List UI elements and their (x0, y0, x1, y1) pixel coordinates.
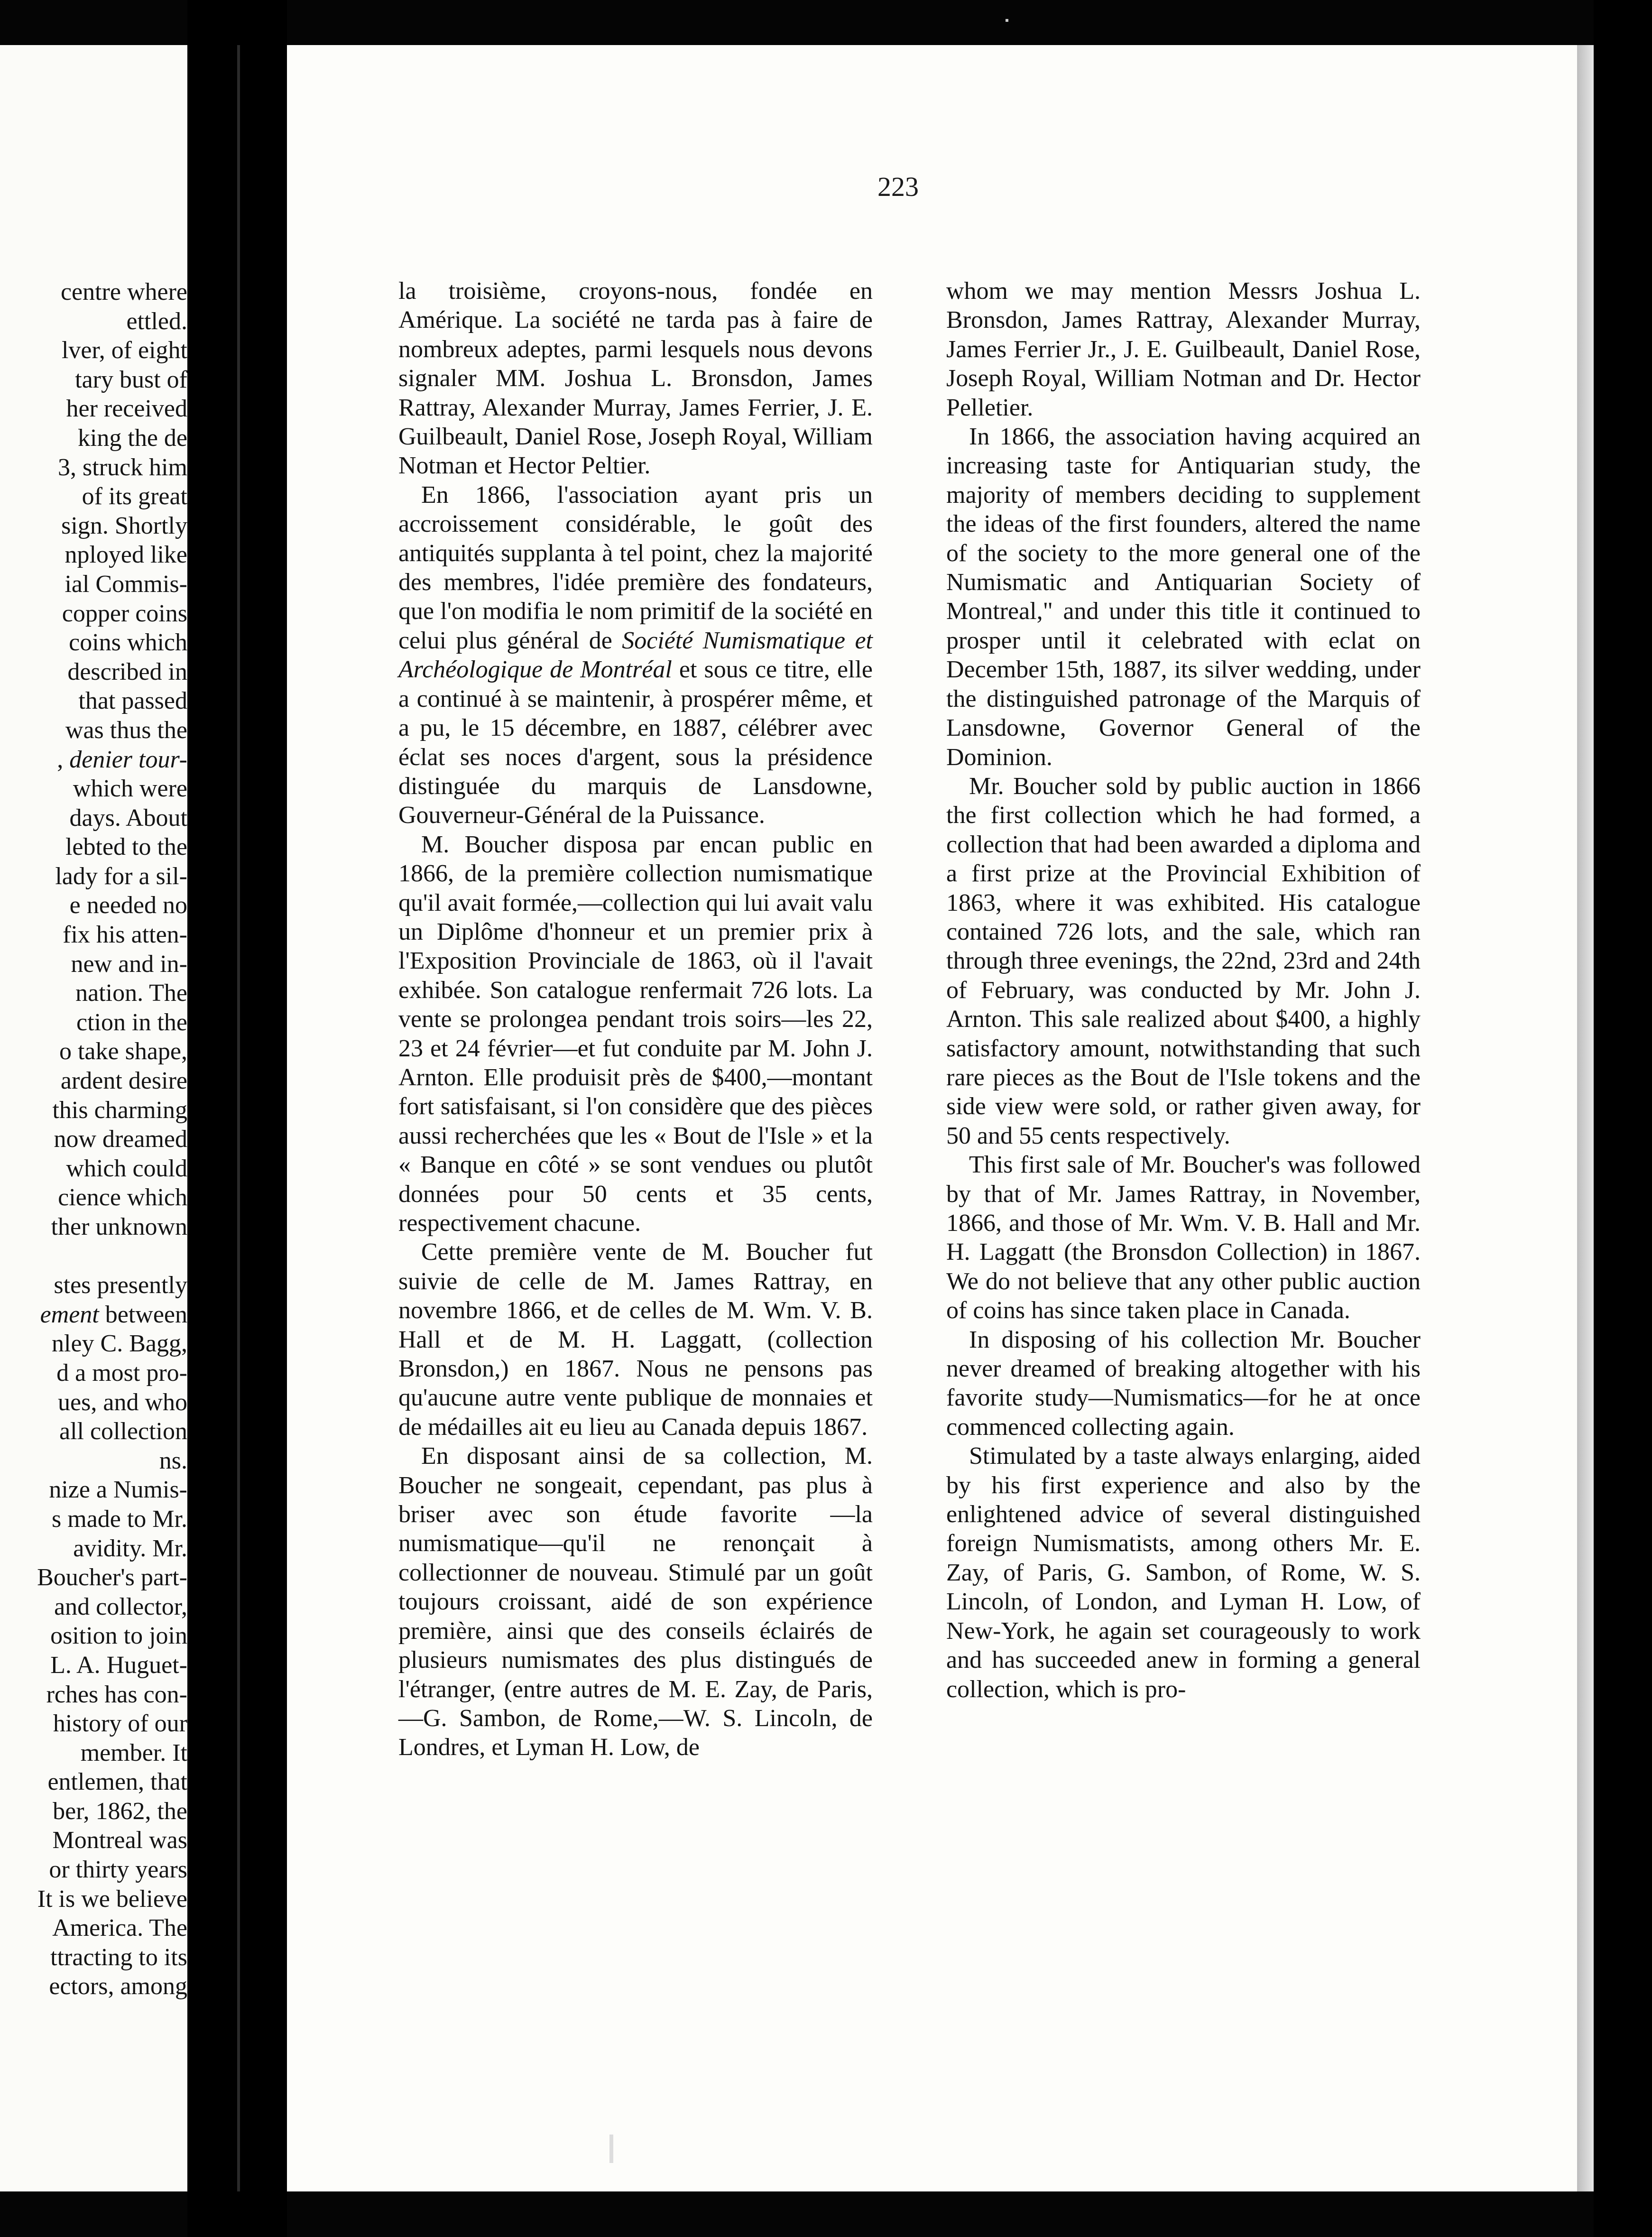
left-fragment-line: ction in the (76, 1008, 187, 1036)
left-fragment-line: lady for a sil- (55, 862, 187, 890)
french-paragraph-2-text-b: et sous ce titre, elle a continué à se maintenir, à prospérer même, et a pu, le 15 décembre, en 1887, célébrer avec éclat ses noces d'argent, sous la présidence distinguée du marquis de Lansdowne, Gouverneur-Général de la Puissance. (398, 656, 873, 829)
left-fragment-line: centre where (60, 278, 187, 305)
left-fragment-line: was thus the (65, 716, 187, 744)
english-paragraph-4: This first sale of Mr. Boucher's was followed by that of Mr. James Rattray, in November, 1866, and those of Mr. Wm. V. B. Hall and Mr. H. Laggatt (the Bronsdon Collection) in 1867. We do not believe that any other public auction of coins has since taken place in Canada. (946, 1151, 1421, 1324)
english-paragraph-2: In 1866, the association having acquired an increasing taste for Antiquarian study, the majority of members deciding to supplement the ideas of the first founders, altered the name of the society to the more general one of the Numismatic and Antiquarian Society of Montreal," and under this title it continued to prosper until it celebrated with eclat on December 15th, 1887, its silver wedding, under the distinguished patronage of the Marquis of Lansdowne, Governor General of the Dominion. (946, 423, 1421, 771)
left-fragment-line: lver, of eight (61, 337, 187, 364)
left-fragment-line: rches has con- (46, 1681, 187, 1708)
left-fragment-line: now dreamed (54, 1126, 187, 1153)
left-fragment-line: ber, 1862, the (53, 1797, 187, 1825)
scan-speck (1006, 19, 1008, 22)
left-fragment-line: ement between (40, 1301, 187, 1328)
left-fragment-line: ues, and who (58, 1388, 187, 1416)
left-fragment-line: , denier tour- (57, 746, 187, 773)
gutter-edge (237, 45, 240, 2191)
scan-speck (609, 2135, 613, 2163)
left-fragment-line: entlemen, that (47, 1768, 187, 1796)
left-fragment-line: coins which (69, 629, 187, 656)
left-fragment-line: which were (73, 775, 187, 803)
left-fragment-line: ardent desire (60, 1067, 187, 1095)
english-paragraph-3: Mr. Boucher sold by public auction in 1866 the first collection which he had formed, a collection that had been awarded a diploma and a first prize at the Provincial Exhibition of 1863, where it was exhibited. His catalogue contained 726 lots, and the sale, which ran through three evenings, the 22nd, 23rd and 24th of February, was conducted by Mr. John J. Arnton. This sale realized about $400, a highly satisfactory amount, notwithstanding that such rare pieces as the Bout de l'Isle tokens and the side view were sold, or rather given away, for 50 and 55 cents respectively. (946, 772, 1421, 1149)
french-paragraph-2 (398, 481, 873, 830)
left-fragment-line: nley C. Bagg, (52, 1330, 187, 1358)
left-fragment-line: sign. Shortly (61, 512, 187, 539)
left-fragment-line: copper coins (62, 600, 187, 627)
left-fragment-line (0, 1242, 187, 1271)
french-paragraph-4: Cette première vente de M. Boucher fut suivie de celle de M. James Rattray, en novembre 1866, et de celles de M. Wm. V. B. Hall et de M. H. Laggatt, (collection Bronsdon,) en 1867. Nous ne pensons pas qu'aucune autre vente publique de monnaies et de médailles ait eu lieu au Canada depuis 1867. (398, 1239, 873, 1441)
left-fragment-line: cience which (58, 1184, 187, 1211)
scan-border-right (1594, 0, 1652, 2237)
left-fragment-line: It is we believe (37, 1885, 187, 1913)
left-fragment-line: king the de (77, 424, 187, 452)
left-fragment-line: Boucher's part- (37, 1564, 187, 1591)
english-paragraph-5: In disposing of his collection Mr. Boucher never dreamed of breaking altogether with his favorite study—Numismatics—for he at once commenced collecting again. (946, 1326, 1421, 1441)
left-fragment-line: described in (67, 658, 187, 685)
left-fragment-line: Montreal was (52, 1827, 187, 1854)
left-fragment-line: fix his atten- (63, 921, 187, 949)
left-fragment-line: nize a Numis- (49, 1476, 187, 1504)
left-fragment-line: s made to Mr. (52, 1505, 187, 1533)
left-fragment-line: osition to join (50, 1622, 187, 1650)
left-fragment-line: ettled. (126, 307, 187, 335)
left-fragment-line: ns. (159, 1447, 187, 1474)
left-fragment-line: America. The (52, 1914, 187, 1942)
left-fragment-line: member. It (80, 1739, 187, 1766)
left-fragment-line: history of our (53, 1710, 187, 1738)
french-paragraph-2-text-a: En 1866, l'association ayant pris un accroissement considérable, le goût des antiquités supplanta à tel point, chez la majorité des membres, l'idée première des fondateurs, que l'on modifia le nom primitif de la société en celui plus général de (398, 481, 873, 654)
left-fragment-line: or thirty years (49, 1856, 187, 1884)
french-paragraph-5: En disposant ainsi de sa collection, M. Boucher ne songeait, cependant, pas plus à briser avec son étude favorite —la numismatique—qu'il ne renonçait à collectionner de nouveau. Stimulé par un goût toujours croissant, aidé de son expérience première, ainsi que des conseils éclairés de plusieurs numismates des plus distingués de l'étranger, (entre autres de M. E. Zay, de Paris,—G. Sambon, de Rome,—W. S. Lincoln, de Londres, et Lyman H. Low, de (398, 1442, 873, 1761)
left-fragment-line: L. A. Huguet- (50, 1651, 187, 1679)
left-fragment-line: of its great (82, 483, 187, 510)
main-page (287, 45, 1577, 2191)
left-fragment-line: ther unknown (51, 1213, 187, 1240)
left-fragment-line: nation. The (75, 980, 187, 1007)
left-page-text-column (0, 277, 187, 2001)
left-fragment-line: nployed like (65, 541, 187, 569)
left-fragment-line: ial Commis- (65, 570, 187, 598)
left-fragment-line: 3, struck him (58, 453, 187, 481)
left-fragment-line: all collection (59, 1418, 187, 1445)
left-fragment-line: and collector, (54, 1593, 187, 1620)
page-number: 223 (877, 171, 919, 202)
english-text-column (946, 277, 1421, 1704)
left-fragment-line: ectors, among (49, 1973, 187, 2000)
left-fragment-line: e needed no (69, 892, 187, 919)
english-paragraph-1: whom we may mention Messrs Joshua L. Bronsdon, James Rattray, Alexander Murray, James Ferrier Jr., J. E. Guilbeault, Daniel Rose, Joseph Royal, William Notman and Dr. Hector Pelletier. (946, 277, 1421, 421)
left-fragment-line: d a most pro- (56, 1359, 187, 1387)
page-edge-shadow (1577, 45, 1594, 2191)
left-fragment-line: this charming (52, 1096, 187, 1124)
left-fragment-line: her received (66, 395, 187, 423)
french-paragraph-3: M. Boucher disposa par encan public en 1866, de la première collection numismatique qu'il avait formée,—collection qui lui avait valu un Diplôme d'honneur et un premier prix à l'Exposition Provinciale de 1863, où il l'avait exhibée. Son catalogue renfermait 726 lots. La vente se prolongea pendant trois soirs—les 22, 23 et 24 février—et fut conduite par M. John J. Arnton. Elle produisit près de $400,—montant fort satisfaisant, si l'on considère que des pièces aussi recherchées que les « Bout de l'Isle » et la « Banque en côté » se sont vendues ou plutôt données pour 50 cents et 35 cents, respectivement chacune. (398, 831, 873, 1237)
left-fragment-line: stes presently (54, 1272, 187, 1299)
left-fragment-line: o take shape, (59, 1038, 187, 1065)
left-fragment-line: new and in- (71, 950, 187, 978)
left-fragment-line: avidity. Mr. (73, 1534, 187, 1562)
french-paragraph-1: la troisième, croyons-nous, fondée en Amérique. La société ne tarda pas à faire de nombreux adeptes, parmi lesquels nous devons signaler MM. Joshua L. Bronsdon, James Rattray, Alexander Murray, James Ferrier, J. E. Guilbeault, Daniel Rose, Joseph Royal, William Notman et Hector Peltier. (398, 277, 873, 480)
society-name-italic: Société Numismatique et Archéologique de Montréal (398, 627, 873, 684)
french-text-column (398, 277, 873, 1762)
left-fragment-line: tary bust of (75, 366, 187, 393)
left-fragment-line: days. About (69, 804, 187, 832)
left-page-fragment (0, 45, 187, 2191)
left-fragment-line: ttracting to its (50, 1943, 187, 1971)
left-fragment-line: lebted to the (65, 833, 187, 861)
left-fragment-line: which could (66, 1155, 187, 1182)
english-paragraph-6: Stimulated by a taste always enlarging, aided by his first experience and also by the enlightened advice of several distinguished foreign Numismatists, among others Mr. E. Zay, of Paris, G. Sambon, of Rome, W. S. Lincoln, of London, and Lyman H. Low, of New-York, he again set courageously to work and has succeeded anew in forming a general collection, which is pro- (946, 1442, 1421, 1703)
left-fragment-line: that passed (78, 687, 187, 715)
